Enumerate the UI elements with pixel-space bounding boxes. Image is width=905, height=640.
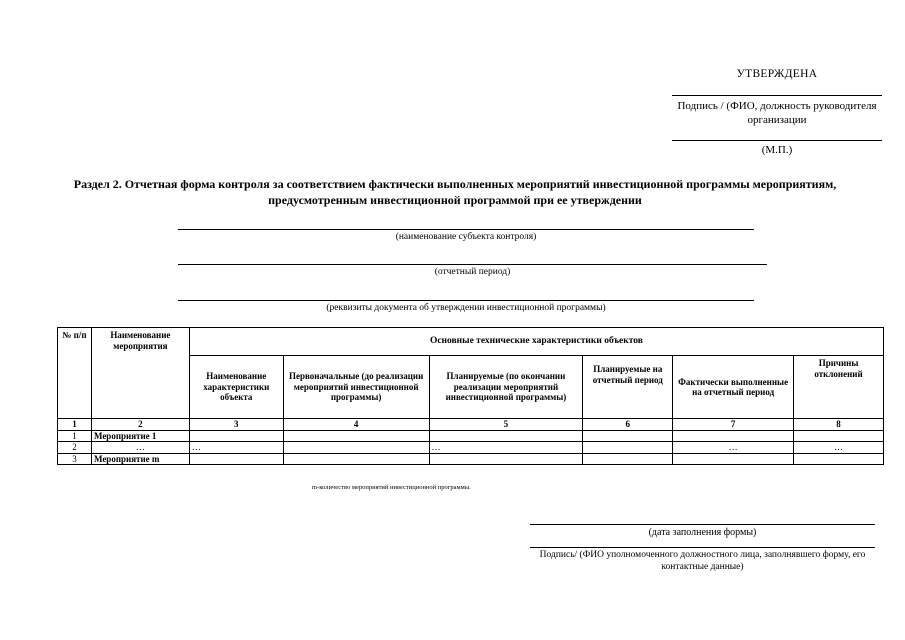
row-cell[interactable]: [283, 442, 429, 454]
index-cell: 5: [429, 419, 583, 431]
group-header: Основные технические характеристики объектов: [189, 328, 883, 356]
row-cell[interactable]: [189, 453, 283, 465]
approval-signature-label: Подпись / (ФИО, должность руководителя организации: [677, 100, 877, 126]
row-cell[interactable]: …: [673, 442, 794, 454]
subheader-deviation: Причины отклонений: [794, 356, 884, 419]
row-cell[interactable]: [583, 442, 673, 454]
requisites-line: [178, 300, 754, 301]
index-cell: 1: [58, 419, 92, 431]
row-cell[interactable]: [429, 430, 583, 442]
table-header-row: [58, 328, 884, 356]
row-cell[interactable]: [429, 453, 583, 465]
period-line: [178, 264, 767, 265]
row-cell[interactable]: [673, 430, 794, 442]
table-row: [58, 453, 884, 465]
col-num-header: № п/п: [58, 328, 92, 419]
subheader-planned-final: Планируемые (по окончании реализации мероприятий инвестиционной программы): [429, 356, 583, 419]
table-footnote: m-количество мероприятий инвестиционной программы.: [312, 484, 471, 491]
index-cell: 7: [673, 419, 794, 431]
col-event-header: Наименование мероприятия: [91, 328, 189, 419]
row-cell[interactable]: [583, 430, 673, 442]
signature-line: [672, 95, 882, 96]
responsible-signature-line: [530, 547, 875, 548]
date-line: [530, 524, 875, 525]
responsible-signature-caption: Подпись/ (ФИО уполномоченного должностного лица, заполнявшего форму, его контактные данные): [539, 550, 866, 572]
table-row: [58, 442, 884, 454]
subject-line: [178, 229, 754, 230]
row-event: Мероприятие m: [91, 453, 189, 465]
row-num: 2: [58, 442, 92, 454]
requisites-caption: (реквизиты документа об утверждении инвестиционной программы): [326, 303, 606, 313]
report-table: [57, 327, 884, 465]
row-cell[interactable]: [283, 453, 429, 465]
row-num: 1: [58, 430, 92, 442]
index-cell: 4: [283, 419, 429, 431]
stamp-line: [672, 140, 882, 141]
index-cell: 3: [189, 419, 283, 431]
row-event: Мероприятие 1: [91, 430, 189, 442]
row-cell[interactable]: [673, 453, 794, 465]
row-cell[interactable]: …: [794, 442, 884, 454]
row-cell[interactable]: [283, 430, 429, 442]
subheader-planned-period: Планируемые на отчетный период: [583, 356, 673, 419]
table-row: [58, 430, 884, 442]
index-cell: 8: [794, 419, 884, 431]
row-event: …: [91, 442, 189, 454]
date-caption: (дата заполнения формы): [648, 527, 757, 538]
subheader-initial: Первоначальные (до реализации мероприятий инвестиционной программы): [283, 356, 429, 419]
section-heading: Раздел 2. Отчетная форма контроля за соответствием фактически выполненных мероприятий инвестиционной программы мероприятиям, предусмотренным инвестиционной программой при ее утверждении: [73, 177, 837, 207]
approved-label: УТВЕРЖДЕНА: [736, 68, 818, 80]
subheader-characteristic: Наименование характеристики объекта: [189, 356, 283, 419]
row-num: 3: [58, 453, 92, 465]
row-cell[interactable]: [189, 430, 283, 442]
row-cell[interactable]: [794, 453, 884, 465]
row-cell[interactable]: …: [429, 442, 583, 454]
row-cell[interactable]: …: [189, 442, 283, 454]
index-cell: 2: [91, 419, 189, 431]
row-cell[interactable]: [794, 430, 884, 442]
period-caption: (отчетный период): [434, 267, 511, 277]
index-cell: 6: [583, 419, 673, 431]
row-cell[interactable]: [583, 453, 673, 465]
stamp-label: (М.П.): [761, 144, 793, 156]
subject-caption: (наименование субъекта контроля): [395, 232, 537, 242]
table-index-row: [58, 419, 884, 431]
subheader-actual: Фактически выполненные на отчетный период: [673, 356, 794, 419]
